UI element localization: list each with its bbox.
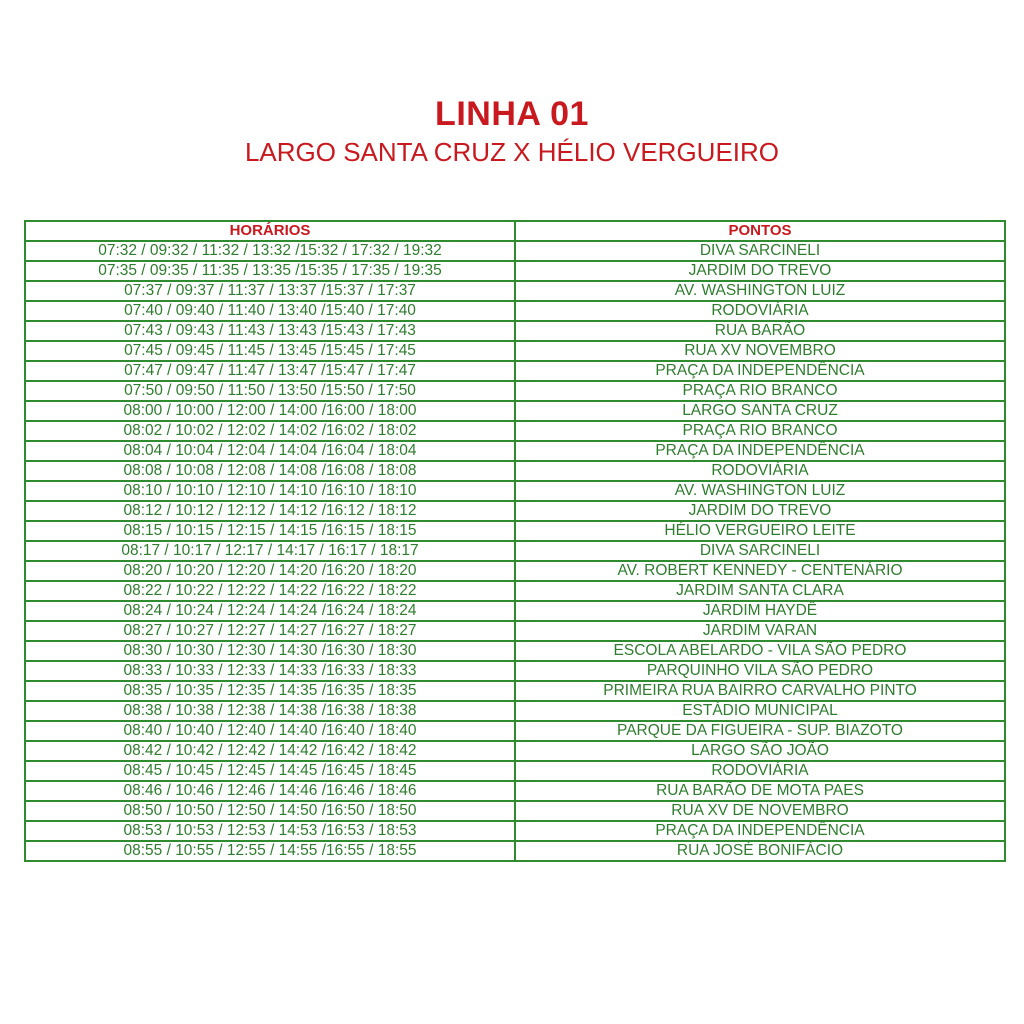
bus-stop-cell: PRIMEIRA RUA BAIRRO CARVALHO PINTO xyxy=(515,681,1005,701)
schedule-times-cell: 08:53 / 10:53 / 12:53 / 14:53 /16:53 / 18:53 xyxy=(25,821,515,841)
table-row xyxy=(25,641,1005,661)
table-row xyxy=(25,801,1005,821)
bus-stop-cell: RUA BARÃO DE MOTA PAES xyxy=(515,781,1005,801)
schedule-times-cell: 08:35 / 10:35 / 12:35 / 14:35 /16:35 / 18:35 xyxy=(25,681,515,701)
table-row xyxy=(25,381,1005,401)
table-row xyxy=(25,421,1005,441)
table-row xyxy=(25,361,1005,381)
column-header-horarios: HORÁRIOS xyxy=(25,221,515,241)
schedule-times-cell: 08:38 / 10:38 / 12:38 / 14:38 /16:38 / 18:38 xyxy=(25,701,515,721)
schedule-times-cell: 08:33 / 10:33 / 12:33 / 14:33 /16:33 / 18:33 xyxy=(25,661,515,681)
schedule-times-cell: 08:27 / 10:27 / 12:27 / 14:27 /16:27 / 18:27 xyxy=(25,621,515,641)
bus-stop-cell: PRAÇA DA INDEPENDÊNCIA xyxy=(515,361,1005,381)
schedule-times-cell: 08:04 / 10:04 / 12:04 / 14:04 /16:04 / 18:04 xyxy=(25,441,515,461)
schedule-times-cell: 08:10 / 10:10 / 12:10 / 14:10 /16:10 / 18:10 xyxy=(25,481,515,501)
table-row xyxy=(25,501,1005,521)
schedule-times-cell: 08:17 / 10:17 / 12:17 / 14:17 / 16:17 / 18:17 xyxy=(25,541,515,561)
schedule-times-cell: 07:43 / 09:43 / 11:43 / 13:43 /15:43 / 17:43 xyxy=(25,321,515,341)
bus-stop-cell: RUA XV DE NOVEMBRO xyxy=(515,801,1005,821)
table-row xyxy=(25,341,1005,361)
bus-stop-cell: RODOVIÁRIA xyxy=(515,761,1005,781)
schedule-times-cell: 08:42 / 10:42 / 12:42 / 14:42 /16:42 / 18:42 xyxy=(25,741,515,761)
schedule-times-cell: 08:40 / 10:40 / 12:40 / 14:40 /16:40 / 18:40 xyxy=(25,721,515,741)
schedule-times-cell: 08:30 / 10:30 / 12:30 / 14:30 /16:30 / 18:30 xyxy=(25,641,515,661)
schedule-times-cell: 08:24 / 10:24 / 12:24 / 14:24 /16:24 / 18:24 xyxy=(25,601,515,621)
table-row xyxy=(25,681,1005,701)
table-row xyxy=(25,821,1005,841)
table-row xyxy=(25,541,1005,561)
table-row xyxy=(25,481,1005,501)
table-row xyxy=(25,321,1005,341)
table-row xyxy=(25,521,1005,541)
table-row xyxy=(25,281,1005,301)
schedule-times-cell: 08:08 / 10:08 / 12:08 / 14:08 /16:08 / 18:08 xyxy=(25,461,515,481)
bus-stop-cell: HÉLIO VERGUEIRO LEITE xyxy=(515,521,1005,541)
bus-stop-cell: RUA XV NOVEMBRO xyxy=(515,341,1005,361)
bus-stop-cell: PRAÇA DA INDEPENDÊNCIA xyxy=(515,441,1005,461)
schedule-table xyxy=(24,220,1006,862)
bus-stop-cell: AV. WASHINGTON LUIZ xyxy=(515,281,1005,301)
page-title: LINHA 01 xyxy=(435,95,589,133)
table-row xyxy=(25,561,1005,581)
schedule-times-cell: 08:50 / 10:50 / 12:50 / 14:50 /16:50 / 18:50 xyxy=(25,801,515,821)
table-row xyxy=(25,621,1005,641)
bus-stop-cell: PRAÇA DA INDEPENDÊNCIA xyxy=(515,821,1005,841)
schedule-times-cell: 07:37 / 09:37 / 11:37 / 13:37 /15:37 / 17:37 xyxy=(25,281,515,301)
schedule-times-cell: 07:35 / 09:35 / 11:35 / 13:35 /15:35 / 17:35 / 19:35 xyxy=(25,261,515,281)
schedule-times-cell: 08:00 / 10:00 / 12:00 / 14:00 /16:00 / 18:00 xyxy=(25,401,515,421)
table-row xyxy=(25,661,1005,681)
bus-stop-cell: PARQUINHO VILA SÃO PEDRO xyxy=(515,661,1005,681)
schedule-times-cell: 08:45 / 10:45 / 12:45 / 14:45 /16:45 / 18:45 xyxy=(25,761,515,781)
schedule-times-cell: 07:40 / 09:40 / 11:40 / 13:40 /15:40 / 17:40 xyxy=(25,301,515,321)
bus-stop-cell: LARGO SANTA CRUZ xyxy=(515,401,1005,421)
table-row xyxy=(25,261,1005,281)
bus-stop-cell: DIVA SARCINELI xyxy=(515,541,1005,561)
table-row xyxy=(25,601,1005,621)
bus-stop-cell: JARDIM VARAN xyxy=(515,621,1005,641)
bus-stop-cell: DIVA SARCINELI xyxy=(515,241,1005,261)
schedule-times-cell: 08:15 / 10:15 / 12:15 / 14:15 /16:15 / 18:15 xyxy=(25,521,515,541)
table-row xyxy=(25,241,1005,261)
schedule-times-cell: 08:02 / 10:02 / 12:02 / 14:02 /16:02 / 18:02 xyxy=(25,421,515,441)
schedule-times-cell: 07:45 / 09:45 / 11:45 / 13:45 /15:45 / 17:45 xyxy=(25,341,515,361)
bus-stop-cell: RODOVIÁRIA xyxy=(515,461,1005,481)
bus-stop-cell: JARDIM HAYDÊ xyxy=(515,601,1005,621)
table-row xyxy=(25,841,1005,861)
table-row xyxy=(25,721,1005,741)
bus-stop-cell: AV. ROBERT KENNEDY - CENTENÁRIO xyxy=(515,561,1005,581)
schedule-times-cell: 08:20 / 10:20 / 12:20 / 14:20 /16:20 / 18:20 xyxy=(25,561,515,581)
bus-stop-cell: JARDIM DO TREVO xyxy=(515,261,1005,281)
table-row xyxy=(25,581,1005,601)
table-row xyxy=(25,781,1005,801)
bus-stop-cell: RODOVIÁRIA xyxy=(515,301,1005,321)
bus-stop-cell: JARDIM DO TREVO xyxy=(515,501,1005,521)
table-row xyxy=(25,761,1005,781)
table-row xyxy=(25,701,1005,721)
bus-stop-cell: PRAÇA RIO BRANCO xyxy=(515,421,1005,441)
bus-stop-cell: RUA BARÃO xyxy=(515,321,1005,341)
bus-stop-cell: PARQUE DA FIGUEIRA - SUP. BIAZOTO xyxy=(515,721,1005,741)
page-subtitle: LARGO SANTA CRUZ X HÉLIO VERGUEIRO xyxy=(244,137,780,167)
bus-stop-cell: JARDIM SANTA CLARA xyxy=(515,581,1005,601)
bus-stop-cell: AV. WASHINGTON LUIZ xyxy=(515,481,1005,501)
bus-stop-cell: RUA JOSÉ BONIFÁCIO xyxy=(515,841,1005,861)
table-header-row xyxy=(25,221,1005,241)
schedule-times-cell: 08:46 / 10:46 / 12:46 / 14:46 /16:46 / 18:46 xyxy=(25,781,515,801)
column-header-pontos: PONTOS xyxy=(515,221,1005,241)
table-row xyxy=(25,441,1005,461)
schedule-times-cell: 08:12 / 10:12 / 12:12 / 14:12 /16:12 / 18:12 xyxy=(25,501,515,521)
table-row xyxy=(25,741,1005,761)
table-row xyxy=(25,401,1005,421)
bus-stop-cell: PRAÇA RIO BRANCO xyxy=(515,381,1005,401)
bus-stop-cell: ESCOLA ABELARDO - VILA SÃO PEDRO xyxy=(515,641,1005,661)
bus-stop-cell: LARGO SÃO JOÃO xyxy=(515,741,1005,761)
bus-stop-cell: ESTÁDIO MUNICIPAL xyxy=(515,701,1005,721)
schedule-times-cell: 07:32 / 09:32 / 11:32 / 13:32 /15:32 / 17:32 / 19:32 xyxy=(25,241,515,261)
schedule-times-cell: 08:22 / 10:22 / 12:22 / 14:22 /16:22 / 18:22 xyxy=(25,581,515,601)
schedule-times-cell: 07:47 / 09:47 / 11:47 / 13:47 /15:47 / 17:47 xyxy=(25,361,515,381)
schedule-times-cell: 07:50 / 09:50 / 11:50 / 13:50 /15:50 / 17:50 xyxy=(25,381,515,401)
table-row xyxy=(25,461,1005,481)
schedule-body xyxy=(25,241,1005,861)
table-row xyxy=(25,301,1005,321)
schedule-times-cell: 08:55 / 10:55 / 12:55 / 14:55 /16:55 / 18:55 xyxy=(25,841,515,861)
